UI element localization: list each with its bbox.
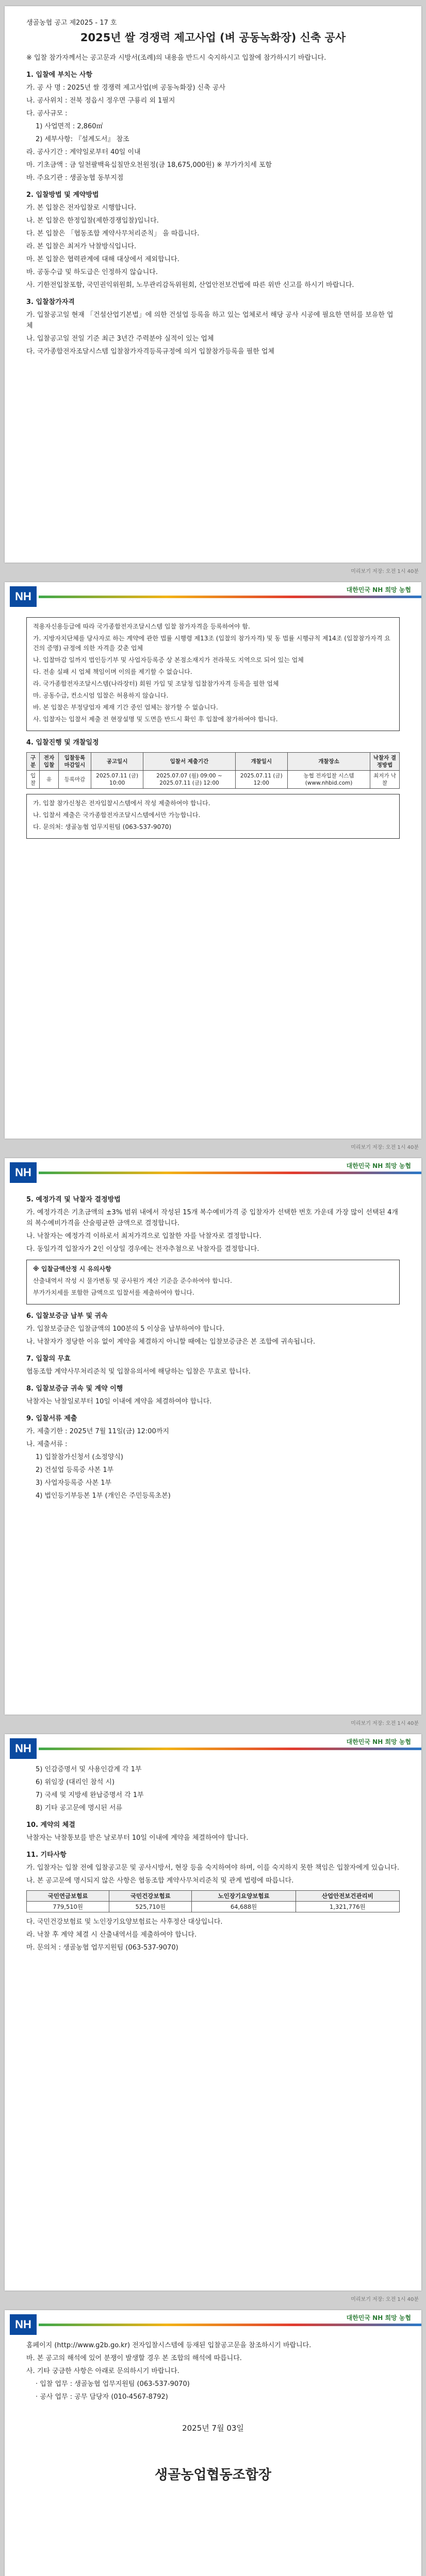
table-row — [27, 771, 400, 789]
box-line: 가. 지방자치단체를 당사자로 하는 계약에 관한 법률 시행령 제13조 (입찰의 참가자격) 및 동 법률 시행규칙 제14조 (입찰참가자격 요건의 증명) 규정에 의한 자격을 갖춘 업체 — [33, 635, 390, 652]
doc-line: 5) 인감증명서 및 사용인감계 각 1부 — [36, 1766, 142, 1773]
notice-number: 생골농협 공고 제2025 - 17 호 — [26, 19, 117, 27]
doc-line: 7) 국세 및 지방세 완납증명서 각 1부 — [36, 1791, 144, 1799]
table-cell: 525,710원 — [109, 1902, 192, 1912]
box-line: 산출내역서 작성 시 물가변동 및 공사원가 계산 기준을 준수하여야 합니다. — [33, 1277, 232, 1284]
nh-logo: NH — [10, 1162, 37, 1183]
s2-line: 마. 본 입찰은 협력관계에 대해 대상에서 제외합니다. — [26, 256, 179, 263]
s11-line: 나. 본 공고문에 명시되지 않은 사항은 협동조합 계약사무처리준칙 및 관계 법령에 따릅니다. — [26, 1877, 294, 1885]
note-line: 나. 입찰서 제출은 국가종합전자조달시스템에서만 가능합니다. — [33, 811, 201, 819]
insurance-table — [26, 1890, 400, 1912]
qualification-box — [26, 617, 400, 731]
table-cell: 유 — [40, 771, 59, 789]
s9-line: 나. 제출서류 : — [26, 1440, 68, 1448]
s2-line: 나. 본 입찰은 한정입찰(제한경쟁입찰)입니다. — [26, 217, 159, 225]
header-banner — [5, 1158, 421, 1188]
doc-line: · 공사 업무 : 공무 담당자 (010-4567-8792) — [36, 2393, 168, 2401]
section-11-heading: 11. 기타사항 — [26, 1851, 67, 1859]
note-line: 다. 문의처: 생골농협 업무지원팀 (063-537-9070) — [33, 823, 172, 831]
color-band — [39, 1748, 421, 1750]
doc-line: 홈페이지 (http://www.g2b.go.kr) 전자입찰시스템에 등재된 입찰공고문을 참조하시기 바랍니다. — [26, 2342, 312, 2349]
table-cell: 입찰 — [27, 771, 40, 789]
s1-line: 가. 공 사 명 : 2025년 쌀 경쟁력 제고사업(벼 공동녹화장) 신축 공사 — [26, 84, 226, 92]
s7-line: 협동조합 계약사무처리준칙 및 입찰유의서에 해당하는 입찰은 무효로 합니다. — [26, 1368, 251, 1376]
section-6-heading: 6. 입찰보증금 납부 및 귀속 — [26, 1312, 108, 1320]
s3-line: 다. 국가종합전자조달시스템 입찰참가자격등록규정에 의거 입찰참가등록을 필한 업체 — [26, 348, 275, 355]
table-header: 구분 — [27, 753, 40, 771]
box-line: 나. 입찰마감 일까지 법인등기부 및 사업자등록증 상 본점소재지가 전라북도 지역으로 되어 있는 업체 — [33, 656, 304, 664]
header-slogan: 대한민국 NH 희망 농협 — [346, 1738, 411, 1745]
s6-line: 가. 입찰보증금은 입찰금액의 100분의 5 이상을 납부하여야 합니다. — [26, 1325, 225, 1333]
color-band — [39, 2324, 421, 2326]
nh-logo: NH — [10, 2314, 37, 2335]
s9-line: 가. 제출기한 : 2025년 7월 11일(금) 12:00까지 — [26, 1428, 169, 1435]
color-band — [39, 596, 421, 598]
s1-line: 2) 세부사항: 『설계도서』 참조 — [36, 135, 129, 143]
section-2-heading: 2. 입찰방법 및 계약방법 — [26, 191, 99, 199]
page-footer-stamp: 미리보기 저장: 오전 1시 40분 — [351, 1145, 419, 1150]
s1-line: 나. 공사위치 : 전북 정읍시 정우면 구룡리 외 1필지 — [26, 97, 175, 105]
table-header: 산업안전보건관리비 — [296, 1891, 399, 1902]
table-header: 공고일시 — [91, 753, 143, 771]
table-header: 개찰일시 — [235, 753, 287, 771]
table-header: 노인장기요양보험료 — [192, 1891, 296, 1902]
page-4 — [5, 1734, 421, 2291]
header-banner — [5, 2310, 421, 2340]
s1-line: 다. 공사규모 : — [26, 110, 68, 117]
notice-date: 2025년 7월 03일 — [182, 2424, 244, 2433]
s9-line: 1) 입찰참가신청서 (소정양식) — [36, 1453, 123, 1461]
s9-line: 4) 법인등기부등본 1부 (개인은 주민등록초본) — [36, 1492, 171, 1500]
table-row — [27, 1902, 400, 1912]
doc-line: 바. 본 공고의 해석에 있어 분쟁이 발생할 경우 본 조합의 해석에 따릅니다. — [26, 2354, 242, 2362]
section-3-heading: 3. 입찰참가자격 — [26, 298, 75, 306]
nh-logo: NH — [10, 1738, 37, 1759]
intro-text: ※ 입찰 참가자께서는 공고문과 시방서(조례)의 내용을 반드시 숙지하시고 입찰에 참가하시기 바랍니다. — [26, 54, 326, 62]
box-line: 적용자신용등급에 따라 국가종합전자조달시스템 입찰 참가자격을 등록하여야 함. — [33, 623, 250, 630]
s1-line: 1) 사업면적 : 2,860㎡ — [36, 123, 103, 130]
table-cell: 1,321,776원 — [296, 1902, 399, 1912]
box-line: 라. 국가종합전자조달시스템(나라장터) 회원 가입 및 조달청 입찰참가자격 등록을 필한 업체 — [33, 680, 279, 687]
price-note-box — [26, 1260, 400, 1304]
s11-line: 마. 문의처 : 생골농협 업무지원팀 (063-537-9070) — [26, 1944, 178, 1952]
s2-line: 가. 본 입찰은 전자입찰로 시행합니다. — [26, 204, 137, 212]
s11-line: 다. 국민건강보험료 및 노인장기요양보험료는 사후정산 대상입니다. — [26, 1918, 223, 1926]
section-4-heading: 4. 입찰진행 및 개찰일정 — [26, 739, 99, 747]
table-header: 전자입찰 — [40, 753, 59, 771]
section-8-heading: 8. 입찰보증금 귀속 및 계약 이행 — [26, 1385, 123, 1393]
section-7-heading: 7. 입찰의 무효 — [26, 1355, 71, 1363]
box-heading: ※ 입찰금액산정 시 유의사항 — [33, 1265, 111, 1273]
page-1 — [5, 6, 421, 563]
box-line: 다. 전송 실패 시 업체 책임이며 이의를 제기할 수 없습니다. — [33, 668, 192, 675]
table-cell: 779,510원 — [27, 1902, 109, 1912]
doc-line: 8) 기타 공고문에 명시된 서류 — [36, 1804, 123, 1812]
s2-line: 라. 본 입찰은 최저가 낙찰방식입니다. — [26, 243, 137, 250]
s11-line: 가. 입찰자는 입찰 전에 입찰공고문 및 공사시방서, 현장 등을 숙지하여야 하며, 이를 숙지하지 못한 책임은 입찰자에게 있습니다. — [26, 1864, 400, 1872]
notice-title: 2025년 쌀 경쟁력 제고사업 (벼 공동녹화장) 신축 공사 — [80, 31, 346, 44]
table-cell: 농협 전자입찰 시스템 (www.nhbid.com) — [288, 771, 370, 789]
page-2 — [5, 582, 421, 1139]
section-10-heading: 10. 계약의 체결 — [26, 1821, 75, 1829]
page-footer-stamp: 미리보기 저장: 오전 1시 40분 — [351, 2297, 419, 2302]
table-header: 국민건강보험료 — [109, 1891, 192, 1902]
note-line: 가. 입찰 참가신청은 전자입찰시스템에서 작성 제출하여야 합니다. — [33, 800, 210, 807]
s8-line: 낙찰자는 낙찰일로부터 10일 이내에 계약을 체결하여야 합니다. — [26, 1398, 212, 1405]
box-line: 부가가치세를 포함한 금액으로 입찰서를 제출하여야 합니다. — [33, 1289, 194, 1296]
section-1-heading: 1. 입찰에 부치는 사항 — [26, 71, 93, 79]
table-header: 입찰서 제출기간 — [143, 753, 235, 771]
table-cell: 64,688원 — [192, 1902, 296, 1912]
doc-line: 사. 기타 궁금한 사항은 아래로 문의하시기 바랍니다. — [26, 2367, 179, 2375]
section-9-heading: 9. 입찰서류 제출 — [26, 1415, 77, 1422]
box-line: 바. 본 입찰은 부정당업자 제재 기간 중인 업체는 참가할 수 없습니다. — [33, 704, 218, 711]
s3-line: 가. 입찰공고일 현재 「건설산업기본법」에 의한 건설업 등록을 하고 있는 업체로서 해당 공사 시공에 필요한 면허를 보유한 업체 — [26, 311, 394, 330]
s5-line: 다. 동일가격 입찰자가 2인 이상일 경우에는 전자추첨으로 낙찰자를 결정합니다. — [26, 1245, 259, 1253]
table-header: 국민연금보험료 — [27, 1891, 109, 1902]
s2-line: 바. 공동수급 및 하도급은 인정하지 않습니다. — [26, 268, 158, 276]
s6-line: 나. 낙찰자가 정당한 이유 없이 계약을 체결하지 아니할 때에는 입찰보증금은 본 조합에 귀속됩니다. — [26, 1338, 316, 1346]
table-cell: 2025.07.07 (월) 09:00 ~ 2025.07.11 (금) 12:00 — [143, 771, 235, 789]
s2-line: 다. 본 입찰은 「협동조합 계약사무처리준칙」 을 따릅니다. — [26, 230, 200, 238]
schedule-table — [26, 752, 400, 789]
page-3 — [5, 1158, 421, 1715]
table-header: 개찰장소 — [288, 753, 370, 771]
s10-line: 낙찰자는 낙찰통보를 받은 날로부터 10일 이내에 계약을 체결하여야 합니다. — [26, 1834, 249, 1842]
table-cell: 최저가 낙찰 — [370, 771, 400, 789]
table-header: 낙찰자 결정방법 — [370, 753, 400, 771]
table-cell: 2025.07.11 (금) 12:00 — [235, 771, 287, 789]
nh-logo: NH — [10, 586, 37, 607]
table-header: 입찰등록 마감일시 — [59, 753, 91, 771]
page-footer-stamp: 미리보기 저장: 오전 1시 40분 — [351, 569, 419, 574]
s1-line: 라. 공사기간 : 계약일로부터 40일 이내 — [26, 148, 141, 156]
issuer-name: 생골농업협동조합장 — [154, 2467, 272, 2483]
doc-line: · 입찰 업무 : 생골농협 업무지원팀 (063-537-9070) — [36, 2380, 190, 2388]
header-banner — [5, 582, 421, 612]
page-footer-stamp: 미리보기 저장: 오전 1시 40분 — [351, 1721, 419, 1726]
s2-line: 사. 기한전입찰포함, 국민권익위원회, 노무관리감독위원회, 산업안전보건법에 따른 위반 신고를 하시기 바랍니다. — [26, 281, 354, 289]
s11-line: 라. 낙찰 후 계약 체결 시 산출내역서를 제출하여야 합니다. — [26, 1931, 197, 1939]
color-band — [39, 1172, 421, 1174]
box-line: 사. 입찰자는 입찰서 제출 전 현장설명 및 도면을 반드시 확인 후 입찰에 참가하여야 합니다. — [33, 716, 278, 723]
notes-box — [26, 794, 400, 839]
table-cell: 등록마감 — [59, 771, 91, 789]
header-banner — [5, 1734, 421, 1764]
s5-line: 나. 낙찰자는 예정가격 이하로서 최저가격으로 입찰한 자를 낙찰자로 결정합니다. — [26, 1232, 261, 1240]
doc-line: 6) 위임장 (대리인 참석 시) — [36, 1778, 115, 1786]
header-slogan: 대한민국 NH 희망 농협 — [346, 1162, 411, 1170]
s9-line: 3) 사업자등록증 사본 1부 — [36, 1479, 112, 1487]
page-5 — [5, 2310, 421, 2576]
s5-line: 가. 예정가격은 기초금액의 ±3% 범위 내에서 작성된 15개 복수예비가격 중 입찰자가 선택한 번호 가운데 가장 많이 선택된 4개의 복수예비가격을 산술평균한 금액으로 결정합니다. — [26, 1209, 398, 1227]
s1-line: 바. 주요기관 : 생골농협 동부지점 — [26, 174, 124, 182]
header-slogan: 대한민국 NH 희망 농협 — [346, 2314, 411, 2321]
header-slogan: 대한민국 NH 희망 농협 — [346, 586, 411, 594]
s9-line: 2) 건설업 등록증 사본 1부 — [36, 1466, 114, 1474]
s3-line: 나. 입찰공고일 전일 기준 최근 3년간 주력분야 실적이 있는 업체 — [26, 335, 214, 343]
s1-line: 마. 기초금액 : 금 일천팔백육십칠만오천원정(금 18,675,000원) ※ 부가가치세 포함 — [26, 161, 272, 169]
section-5-heading: 5. 예정가격 및 낙찰자 결정방법 — [26, 1196, 121, 1204]
table-cell: 2025.07.11 (금) 10:00 — [91, 771, 143, 789]
box-line: 마. 공동수급, 컨소시엄 입찰은 허용하지 않습니다. — [33, 692, 169, 699]
